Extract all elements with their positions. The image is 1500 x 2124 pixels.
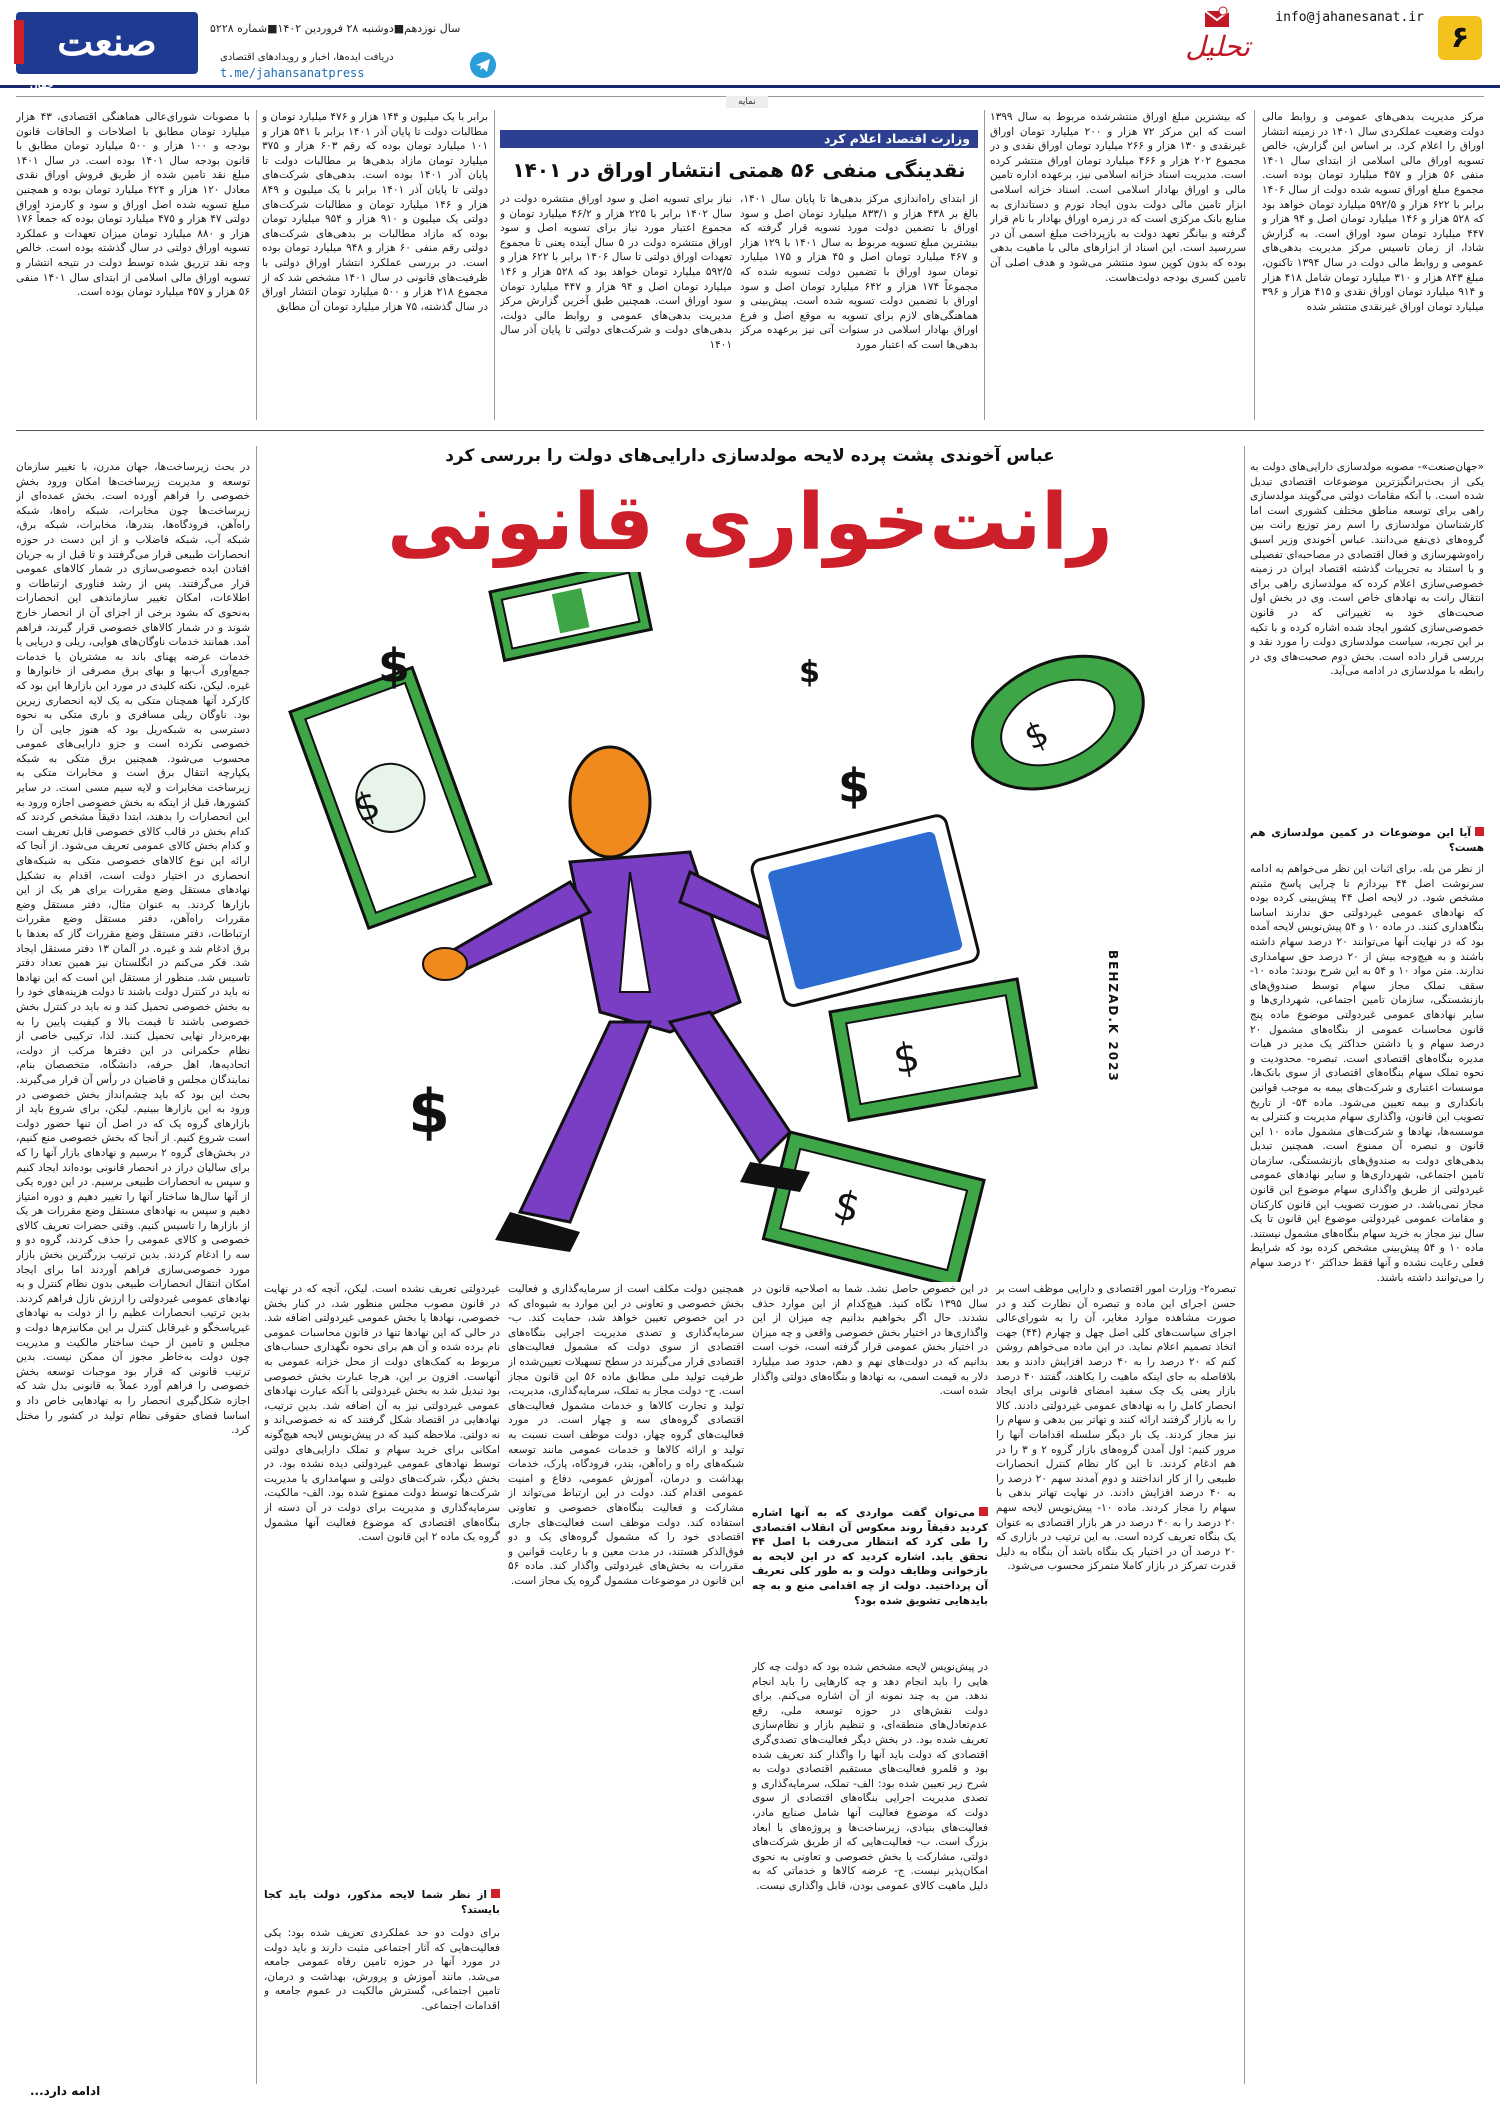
svg-text:$: $	[837, 759, 870, 813]
svg-text:$: $	[799, 655, 820, 690]
bottom-col-3: همچنین دولت مکلف است از سرمایه‌گذاری و فعالیت بخش خصوصی و تعاونی در این موارد به شیوه‌ای که در این خصوص تعیین خواهد شد، حمایت کند. ب- سرمایه‌گذاری و تصدی مدیریت اجرایی بنگاه‌های اقتصادی از سوی دولت که مشمول فعالیت‌های اقتصادی قرار می‌گیرند در سطح تسهیلات تعیین‌شده از طرفیت تولید ملی مطابق ماده ۵۶ این قانون مجاز است. ج- دولت مجاز به تملک، سرمایه‌گذاری، مدیریت، تولید و تجارت کالاها و خدمات مشمول فعالیت‌های اقتصادی گروه‌های سه و چهار است. در مورد فعالیت‌های گروه چهار، دولت موظف است نسبت به تولید و ارائه کالاها و خدمات عمومی مانند توسعه شبکه‌های راه و راه‌آهن، بندر، فرودگاه، پارک، خدمات بهداشت و درمان، آموزش عمومی، دفاع و امنیت عمومی اقدام کند. دولت در این ارتباط می‌تواند از مشارکت و فعالیت بنگاه‌های خصوصی و تعاونی استفاده کند. دولت موظف است فعالیت‌های جاری اقتصادی خود را که مشمول گروه‌های یک و دو فوق‌الذکر هستند، در مدت معین و با رعایت قوانین و مقررات به بخش‌های غیردولتی واگذار کند. ماده ۵۶ این قانون در موضوعات مشمول گروه یک مجاز است.	[508, 1283, 744, 1587]
svg-text:$: $	[889, 1033, 924, 1084]
telegram-text: دریافت ایده‌ها، اخبار و رویدادهای اقتصادی	[220, 52, 394, 63]
divider	[16, 430, 1484, 431]
top-col-4: نیاز برای تسویه اصل و سود اوراق منتشره دولت در سال ۱۴۰۲ برابر با ۲۲۵ هزار و ۴۶/۲ میلیارد تومان و مجموع اعتبار مورد نیاز برای تسویه اصل و سود اوراق منتشره دولت در ۵ سال آینده یعنی تا مجموع تعهدات اوراق دولتی تا سال ۱۴۰۶ برابر با ۶۲۲ هزار و ۵۹۲/۵ میلیارد تومان خواهد بود که ۵۲۸ هزار و ۱۴۶ میلیارد تومان اصل و ۹۴ هزار و ۴۴۷ میلیارد تومان سود اوراق است. همچنین طبق آخرین گزارش مرکز مدیریت بدهی‌های عمومی و روابط مالی دولت، بدهی‌های دولت و شرکت‌های دولتی تا پایان آذر سال ۱۴۰۱	[500, 193, 732, 351]
top-story-source: وزارت اقتصاد اعلام کرد	[500, 130, 978, 148]
main-left-col: در بحث زیرساخت‌ها، جهان مدرن، با تغییر سازمان توسعه و مدیریت زیرساخت‌ها امکان ورود بخش خصوصی را فراهم آورده است. بخش عمده‌ای از زیرساخت‌ها چون مخابرات، شبکه راه‌ها، شبکه راه‌آهن، فرودگاه‌ها، بندرها، مخابرات، شبکه برق، شبکه آب، شبکه فاضلاب و از این دست در حوزه انحصارات طبیعی قرار می‌گرفتند و تا قبل از به جریان افتادن ایده خصوصی‌سازی در شمار کالاهای عمومی قرار می‌گرفتند. پس از رشد فناوری ارتباطات و اطلاعات، امکان تغییر سازماندهی این انحصارات به‌نحوی که بشود برخی از اجزای آن از انحصار خارج شوند و در شمار کالاهای خصوصی قرار گیرند، فراهم آمد. همانند خدمات ناوگان‌های هوایی، ریلی و دریایی یا خدمات عرضه پهنای باند به مشتریان یا خدمات جمع‌آوری آب‌بها و بهای برق مصرفی از خانوارها و غیره. لیکن، نکته کلیدی در مورد این بازارها این بود که کارکرد آنها همچنان متکی به یک لایه انحصاری زیرین بود. ناوگان ریلی مسافری و باری متکی به نحوه دسترسی به شبکه‌ریل بود که هنوز جایی آن را خصوصی نکرده است و جزو دارایی‌های عمومی محسوب می‌شود. همچنین برق متکی به شبکه یکپارچه انتقال برق است و مخابرات متکی به زیرساخت مخابرات و لایه سیم مسی است. در سایر کشورها، قبل از اینکه به بخش خصوصی اجازه ورود به این انحصارات را بدهند، ابتدا دقیقاً مشخص کردند که کدام بخش در قالب کالای خصوصی قابل تعریف است و کدام بخش کالای عمومی تعریف می‌شود. از آنجا که ارائه این نوع کالاهای خصوصی متکی به شبکه‌های انحصاری در اختیار دولت است، اقدام به تشکیل نهادهای مستقل وضع مقررات برای هر یک از این بازارها کردند. به عنوان مثال، دفتر مستقل وضع مقررات راه‌آهن، دفتر مستقل وضع مقررات ارتباطات، دفتر مستقل وضع مقررات گاز که بعدها با برق ادغام شد و غیره. در آلمان ۱۳ دفتر مستقل ایجاد شد. فکر می‌کنم در انگلستان نیز همین تعداد دفتر تاسیس شد. منظور از مستقل این است که این نهادها نه باید در کنترل دولت باشند تا دولت هزینه‌های خود را به بخش خصوصی تحمیل کند و نه باید در کنترل بخش خصوصی باشند تا قیمت بالا و کیفیت پایین را به بهره‌بردار نهایی تحمیل کنند. لذا، ترکیبی خاصی از نظام حکمرانی در این دفترها مرکب از دولت، اتحادیه‌ها، اهل حرفه، دانشگاه، متخصصان بنام، نمایندگان مجلس و قاضیان در رأس آن قرار می‌گیرند. بحث این بود که باید چشم‌انداز بخش خصوصی در ورود به این بازارها ببینیم. لیکن، برای شروع باید از بازارهای گروه یک که در اصل آن تنها حضور دولت است شروع کنیم. از آنجا که بخش خصوصی منع کنیم، در بخش‌های گروه ۲ برسیم و نهادهای بازار آنها را که برای سالیان دراز در انحصار قانونی بوده‌اند ایجاد کنیم و سپس به انحصارات طبیعی برسیم. در این دوره یکی از آنها سال‌ها ساختار آنها را تغییر دهیم و دوره امتیاز دهیم و سپس به نهادهای مستقل وضع مقررات هر یک از بازارها را تاسیس کنیم. وقتی حضرات تعریف کالای خصوصی و کالای عمومی را حذف کردند، گروه دو و سه را ادغام کردند. بدین ترتیب بزرگترین بخش بازار مورد خصوصی‌سازی فراهم آوردند اما برای ایجاد امکان انتقال انحصارات طبیعی بدون نظام کنترل و به نهادهای عمومی غیردولتی را ارزش نازل فراهم کردند. بدین ترتیب انحصارات عظیم را از دولت به نهادهای غیرپاسخگو و غیرقابل کنترل بر این مکانیزم‌ها دولت و مجلس و تامین از حیث ساختار مالکیت و مدیریت چون دولت به‌خاطر مجوز آن ممکن نیست. بدین ترتیب قانونی که قرار بود موجبات توسعه بخش خصوصی را فراهم آورد عملاً به قانونی بدل شد که اجازه شکل‌گیری انحصار را به نهادهایی خاص داد و اساسا فضای حقوقی نظام تولید در کشور را مختل کرد.	[16, 461, 250, 1437]
top-col-6: با مصوبات شورای‌عالی هماهنگی اقتصادی، ۴۳ هزار میلیارد تومان مطابق با اصلاحات و الحاقات قانون بودجه و ۱۰۰ هزار و ۵۰۰ میلیارد تومان مطابق با قانون بودجه سال ۱۴۰۱ بوده است. در سال ۱۴۰۱ مبلغ نقد تامین شده از طریق فروش اوراق نقدی معادل ۱۲۰ هزار و ۴۲۴ میلیارد تومان بوده و همچنین مبلغ تسویه شده اصل اوراق و سود و کارمزد اوراق دولتی ۴۷ هزار و ۴۷۵ میلیارد تومان بوده که جمعاً ۱۷۶ هزار و ۸۸۰ میلیارد تومان میزان تعهدات و عملکرد تسویه اوراق دولتی در سال گذشته بوده است. خالص وجه نقد تزریق شده توسط دولت در نتیجه انتشار و تسویه اوراق مالی اسلامی از ابتدای سال ۱۴۰۱ منفی ۵۶ هزار و ۴۵۷ میلیارد تومان بوده است.	[16, 111, 250, 299]
bottom-col-4-b: برای دولت دو حد عملکردی تعریف شده بود: یکی فعالیت‌هایی که آثار اجتماعی مثبت دارند و باید دولت در مورد آنها در حوزه تامین رفاه عمومی جامعه می‌شد. مانند آموزش و پرورش، بهداشت و درمان، تامین اجتماعی، گسترش مالکیت در عموم جامعه و اقدامات اجتماعی.	[264, 1927, 500, 2012]
main-title: رانت‌خواری قانونی	[387, 478, 1113, 568]
main-right-col: «جهان‌صنعت»- مصوبه مولدسازی دارایی‌های دولت به یکی از بحث‌برانگیزترین موضوعات اقتصادی تبدیل شده است. با آنکه مقامات دولتی می‌گویند مولدسازی راهی برای توسعه مناطق مختلف کشوری است اما کارشناسان مولدسازی را اسم رمز توزیع رانت بین گروه‌های ذی‌نفع می‌دانند. عباس آخوندی وزیر اسبق راه‌وشهرسازی و فعال اقتصادی در مصاحبه‌ای تفصیلی و با استناد به تجربیات گذشته اقتصاد ایران در زمینه خصوصی‌سازی اعلام کرده که مولدسازی راهی برای انتقال رانت به نهادهای خاص است. وی در بخش اول صحبت‌های خود به تغییراتی که در قانون خصوصی‌سازی کشور ایجاد شده اشاره کرده و با تکیه بر این تجربه، سیاست مولدسازی دولت را مورد نقد و بررسی قرار داده است. بخش دوم صحبت‌های وی در رابطه با مولدسازی در ادامه می‌آید.	[1250, 461, 1484, 678]
newspaper-logo: صنعت جهان	[16, 12, 198, 74]
svg-text:$: $	[347, 781, 386, 832]
col-rule	[256, 446, 257, 2084]
cartoon-illustration	[270, 572, 1220, 1282]
telegram-link[interactable]: t.me/jahansanatpress	[220, 66, 365, 80]
col-rule	[494, 110, 495, 420]
section-title: تحلیل	[1185, 30, 1250, 63]
mail-icon	[1204, 6, 1230, 28]
question-1: آیا این موضوعات در کمین مولدسازی هم هست؟	[1250, 827, 1484, 854]
illustrator-signature: BEHZAD.K 2023	[1106, 950, 1120, 1083]
question-3: از نظر شما لایحه مذکور، دولت باید کجا بایستد؟	[264, 1889, 500, 1916]
svg-text:$: $	[828, 1181, 865, 1233]
col-rule	[256, 110, 257, 420]
telegram-icon	[470, 52, 496, 78]
top-col-3: از ابتدای راه‌اندازی مرکز بدهی‌ها تا پایان سال ۱۴۰۱، بالغ بر ۴۳۸ هزار و ۸۳۳/۱ میلیارد تومان اصل و سود اوراق با تضمین دولت مورد تسویه قرار گرفته که بیشترین مبلغ تسویه مربوط به سال ۱۴۰۱ با ۱۲۹ هزار و ۴۶۷ میلیارد تومان اصل و ۴۵ هزار و ۱۷۵ میلیارد تومان سود اوراق با تضمین دولت تسویه شده که مجموعاً ۱۷۴ هزار و ۶۴۲ میلیارد تومان اصل و سود اوراق با تضمین دولت تسویه شده است. پیش‌بینی و هماهنگی‌های لازم برای تسویه به موقع اصل و فرع اوراق بهادار اسلامی در سنوات آتی نیز برعهده مرکز بدهی‌ها است که اعتبار مورد	[740, 193, 978, 351]
svg-text:$: $	[377, 639, 410, 693]
money-bill-stack-icon	[290, 572, 1165, 1282]
col-rule	[984, 110, 985, 420]
main-right-col-b: از نظر من بله. برای اثبات این نظر می‌خواهم به ادامه سرنوشت اصل ۴۴ بپردازم تا چرایی پاسخ مثبتم مشخص شود. در لایحه اصل ۴۴ پیش‌بینی کرده بوده که نهادهای عمومی غیردولتی حق ندارند اساسا بنگاهداری کنند. در ماده ۱۰ و ۵۴ پیش‌نویس لایحه آمده بود که در نهایت آنها می‌توانند ۲۰ درصد سهام داشته باشند و به هیچ‌وجه بیش از ۲۰ درصد حق سهامداری ندارند. متن مواد ۱۰ و ۵۴ به این شرح بودند: ماده ۱۰- سقف تملک مجاز سهام توسط صندوق‌های بازنشستگی، سازمان تامین اجتماعی، شهرداری‌ها و سایر نهادهای عمومی غیردولتی موضوع ماده پنج قانون محاسبات عمومی از بنگاه‌های مشمول ۲۰ درصد سهام و یا داشتن حداکثر یک مدیر در هیات مدیره بنگاه‌های اقتصادی است. تبصره- محدودیت و نحوه تملک سهام بنگاه‌های اقتصادی از سوی بانک‌ها، موسسات اعتباری و شرکت‌های بیمه به موجب قوانین بانکداری و بیمه تعیین می‌شود. ماده ۵۴- از تاریخ تصویب این قانون، واگذاری سهام مدیریت و کنترلی به موسسه‌ها، نهادها و شرکت‌های مشمول ماده ۱۰ این قانون و تبصره آن ممنوع است. همچنین تبدیل بدهی‌های دولت به صندوق‌های بازنشستگی، سازمان تامین اجتماعی، شهرداری‌ها و سایر نهادهای عمومی غیردولتی از طریق واگذاری سهام موضوع این قانون مجاز نمی‌باشد. در صورت تصویب این قانون کارکنان و مقامات عمومی غیردولتی موضوع این قانون تا یک سال نیز مجاز به خرید سهام بنگاه‌های مشمول نیستند. ماده ۱۰ و ۵۴ پیش‌بینی مشخص کرده بود که شرایط فعلی رعایت نشده و آنها فقط حداکثر ۲۰ درصد سهام را می‌توانند داشته باشند.	[1250, 863, 1484, 1284]
page-header	[0, 0, 1500, 91]
top-story-title: نقدینگی منفی ۵۶ همتی انتشار اوراق در ۱۴۰۱	[512, 158, 966, 182]
page-number: ۶	[1438, 16, 1482, 60]
section-tag: نمایه	[726, 96, 768, 108]
bottom-col-2: در این خصوص حاصل نشد. شما به اصلاحیه قانون در سال ۱۳۹۵ نگاه کنید. هیچ‌کدام از این موارد حذف نشدند. حال اگر بخواهیم بدانیم چه میزان از این واگذاری‌ها در اختیار بخش خصوصی واقعی و چه میزان در اختیار بخش عمومی قرار گرفته است، خوب است بدانیم که در دولت‌های نهم و دهم، حدود صد میلیارد دلار به قیمت اسمی، به نهادها و بنگاه‌های دولتی واگذار شده است.	[752, 1283, 988, 1398]
continued-note: ادامه دارد...	[30, 2084, 101, 2098]
bottom-col-2-b: در پیش‌نویس لایحه مشخص شده بود که دولت چه کار هایی را باید انجام دهد و چه کارهایی را باید انجام ندهد. من به چند نمونه از آن اشاره می‌کنم. برای دولت نقش‌های در حوزه توسعه ملی، رفع عدم‌تعادل‌های منطقه‌ای، و تنظیم بازار و نظام‌سازی تعریف شده بود. در بخش دیگر فعالیت‌های تصدی‌گری اقتصادی که دولت باید آنها را واگذار کند تعریف شده بود و قلمرو فعالیت‌های مستقیم اقتصادی دولت به شرح زیر تعیین شده بود: الف- تملک، سرمایه‌گذاری و تصدی مدیریت اجرایی بنگاه‌های اقتصادی از سوی دولت که موضوع فعالیت آنها شامل صنایع مادر، فعالیت‌های بنیادی، زیرساخت‌ها و پروژه‌های با ابعاد بزرگ است. ب- فعالیت‌هایی که از طریق شرکت‌های دولتی، مشارکت یا بخش خصوصی و تعاونی به نحوی امکان‌پذیر نیست. ج- عرضه کالاها و خدماتی که به دلیل ماهیت کالای عمومی بودن، قابل واگذاری نیست.	[752, 1661, 988, 1892]
svg-text:$: $	[1018, 713, 1055, 759]
col-rule	[1254, 110, 1255, 420]
date-line: سال نوزدهم■دوشنبه ۲۸ فروردین ۱۴۰۲■شماره ۵۲۲۸	[210, 22, 461, 35]
main-kicker: عباس آخوندی پشت پرده لایحه مولدسازی دارایی‌های دولت را بررسی کرد	[445, 446, 1055, 466]
svg-text:$: $	[408, 1077, 450, 1147]
top-col-1: مرکز مدیریت بدهی‌های عمومی و روابط مالی دولت وضعیت عملکردی سال ۱۴۰۱ در زمینه انتشار اوراق را اعلام کرد. بر اساس این گزارش، خالص تسویه اوراق مالی اسلامی از ابتدای سال ۱۴۰۱ منفی ۵۶ هزار و ۴۵۷ میلیارد تومان بوده است. مجموع مبلغ اوراق تسویه شده دولت از سال ۱۴۰۶ برابر با ۶۲۲ هزار و ۵۹۲/۵ میلیارد تومان خواهد بود که ۵۲۸ هزار و ۱۴۶ میلیارد تومان اصل و ۹۴ هزار و ۴۴۷ میلیارد تومان سود اوراق است. به گزارش شادا، از زمان تاسیس مرکز مدیریت بدهی‌های عمومی و روابط مالی دولت در سال ۱۳۹۴ تاکنون، مبلغ ۸۴۳ هزار و ۳۱۰ میلیارد تومان شامل ۴۱۸ هزار و ۹۱۴ میلیارد تومان اوراق نقدی و ۴۱۵ هزار و ۳۹۶ میلیارد تومان اوراق غیرنقدی منتشر شده	[1262, 111, 1484, 313]
bottom-col-1: تبصره۲- وزارت امور اقتصادی و دارایی موظف است بر حسن اجرای این ماده و تبصره آن نظارت کند و در صورت مشاهده موارد مغایر، آن را به شورای‌عالی اجرای سیاست‌های کلی اصل چهل و چهارم (۴۴) جهت اتخاذ تصمیم اعلام نماید. در این ماده می‌خواهم روشن کنم که ۲۰ درصد را به ۴۰ درصد افزایش دادند و بعد بلافاصله به جای اینکه ماهیت را بکاهند، گفتند ۴۰ درصد بازار یعنی یک چک سفید امضای قانونی برای ایجاد انحصار کامل را به نهادهای عمومی غیردولتی دادند. کالا را به بازار گرفتند ارائه کنند و تهاتر بین بدهی و سهام را نیز مجاز کردند. یک بار دیگر سلسله اقدامات آنها را مرور کنیم: اول آمدن گروه‌های بازار گروه ۲ و ۳ را در هم ادغام کردند. تا این کار نظام کنترل انحصارات طبیعی را از کار انداختند و دوم آمدند سهم ۲۰ درصد را به ۴۰ درصد افزایش دادند. در نهایت تهاتر بدهی با سهام را مجاز کردند. ماده ۱۰- پیش‌نویس لایحه سهم ۲۰ درصد را به ۴۰ درصد در هر بازار اقتصادی به عنوان یک بنگاه تعریف کرده است. به این ترتیب در بازاری که ۲۰ درصد آن در اختیار یک بنگاه باشد آن بنگاه به دلیل قدرت تمرکز در بازار کاملا متمرکز محسوب می‌شود.	[996, 1283, 1236, 1573]
email-link[interactable]: info@jahanesanat.ir	[1275, 10, 1424, 25]
bottom-col-4: غیردولتی تعریف نشده است. لیکن، آنچه که در نهایت در قانون مصوب مجلس منظور شد، در کنار بخش خصوصی، نهادها یا بخش عمومی غیردولتی اضافه شد. در حالی که این نهادها تنها در قانون محاسبات عمومی نام برده شده و آن هم برای نحوه نگهداری حساب‌های مربوط به کمک‌های دولت از محل خزانه عمومی به آنهاست. افزون بر این، هرجا عبارت بخش خصوصی بود تبدیل شد به بخش غیردولتی یا آنکه عبارت نهادهای عمومی غیردولتی نیز به آن اضافه شد. بدین ترتیب، نهادهایی در اقتصاد شکل گرفتند که نه خصوصی‌اند و نه دولتی. ملاحظه کنید که در پیش‌نویس لایحه هیچ‌گونه امکانی برای خرید سهام و تملک دارایی‌های دولتی توسط نهادهای عمومی غیردولتی دیده نشده بود. در بخش دیگر، شرکت‌های دولتی و سهامداری یا مدیریت شرکت‌ها توسط دولت ممنوع شده بود. الف- مالکیت، سرمایه‌گذاری و مدیریت برای دولت در آن دسته از بنگاه‌های اقتصادی که موضوع فعالیت آنها مشمول گروه یک ماده ۲ این قانون است.	[264, 1283, 500, 1544]
running-businessman-icon	[423, 747, 810, 1252]
top-col-2: که بیشترین مبلغ اوراق منتشرشده مربوط به سال ۱۳۹۹ است که این مرکز ۷۲ هزار و ۲۰۰ میلیارد تومان اوراق غیرنقدی و ۱۳۰ هزار و ۲۶۶ میلیارد تومان اوراق نقدی و در مجموع ۲۰۲ هزار و ۴۶۶ میلیارد تومان اوراق منتشر کرده است. مدیریت اسناد خزانه اسلامی نیز، برعهده اداره تامین مالی و اوراق بهادار اسلامی است. اسناد خزانه اسلامی ابزار تامین مالی دولت بدون ایجاد تورم و دستاندازی به منابع بانک مرکزی است که در زمره اوراق بهادار با نام قرار گرفته و بیانگر تعهد دولت به بازپرداخت مبلغ اسمی آن در سررسید است. این اسناد از ابزارهای مالی با ماهیت بدهی بوده که بدون کوپن سود منتشر می‌شود و هدف اصلی آن تامین کسری بودجه دولت‌هاست.	[990, 111, 1246, 284]
top-col-5: برابر با یک میلیون و ۱۴۴ هزار و ۴۷۶ میلیارد تومان و مطالبات دولت تا پایان آذر ۱۴۰۱ برابر با ۵۴۱ هزار و ۱۰۱ میلیارد تومان بوده که رقم ۶۰۳ هزار و ۳۷۵ میلیارد تومان مازاد بدهی‌ها بر مطالبات دولت تا پایان آذر ۱۴۰۱ بوده است. بدهی‌های شرکت‌های دولتی تا پایان آذر ۱۴۰۱ برابر با یک میلیون و ۸۴۹ هزار و ۱۴۶ میلیارد تومان و مطالبات شرکت‌های دولتی یک میلیون و ۹۱۰ هزار و ۹۵۴ میلیارد تومان بوده که مازاد مطالبات بر بدهی‌های شرکت‌های دولتی رقم منفی ۶۰ هزار و ۹۴۸ میلیارد تومان بوده است. در بررسی عملکرد انتشار اوراق دولتی با ظرفیت‌های قانونی در سال ۱۴۰۱ مشخص شد که از مجموع ۲۱۸ هزار و ۵۰۰ میلیارد تومان انتشار اوراق در سال گذشته، ۷۵ هزار میلیارد تومان آن مطابق	[262, 111, 488, 313]
briefcase-icon	[750, 814, 980, 1008]
question-2: می‌توان گفت مواردی که به آنها اشاره کردید دقیقاً روند معکوس آن انقلاب اقتصادی را طی کرد که انتظار می‌رفت با اصل ۴۴ تحقق یابد. اشاره کردید که در این لایحه به بازخوانی وظایف دولت و به طور کلی تعریف آن پرداختید. دولت از چه اقدامی منع و به چه بایدهایی تشویق شده بود؟	[752, 1507, 988, 1607]
col-rule	[1244, 446, 1245, 2084]
